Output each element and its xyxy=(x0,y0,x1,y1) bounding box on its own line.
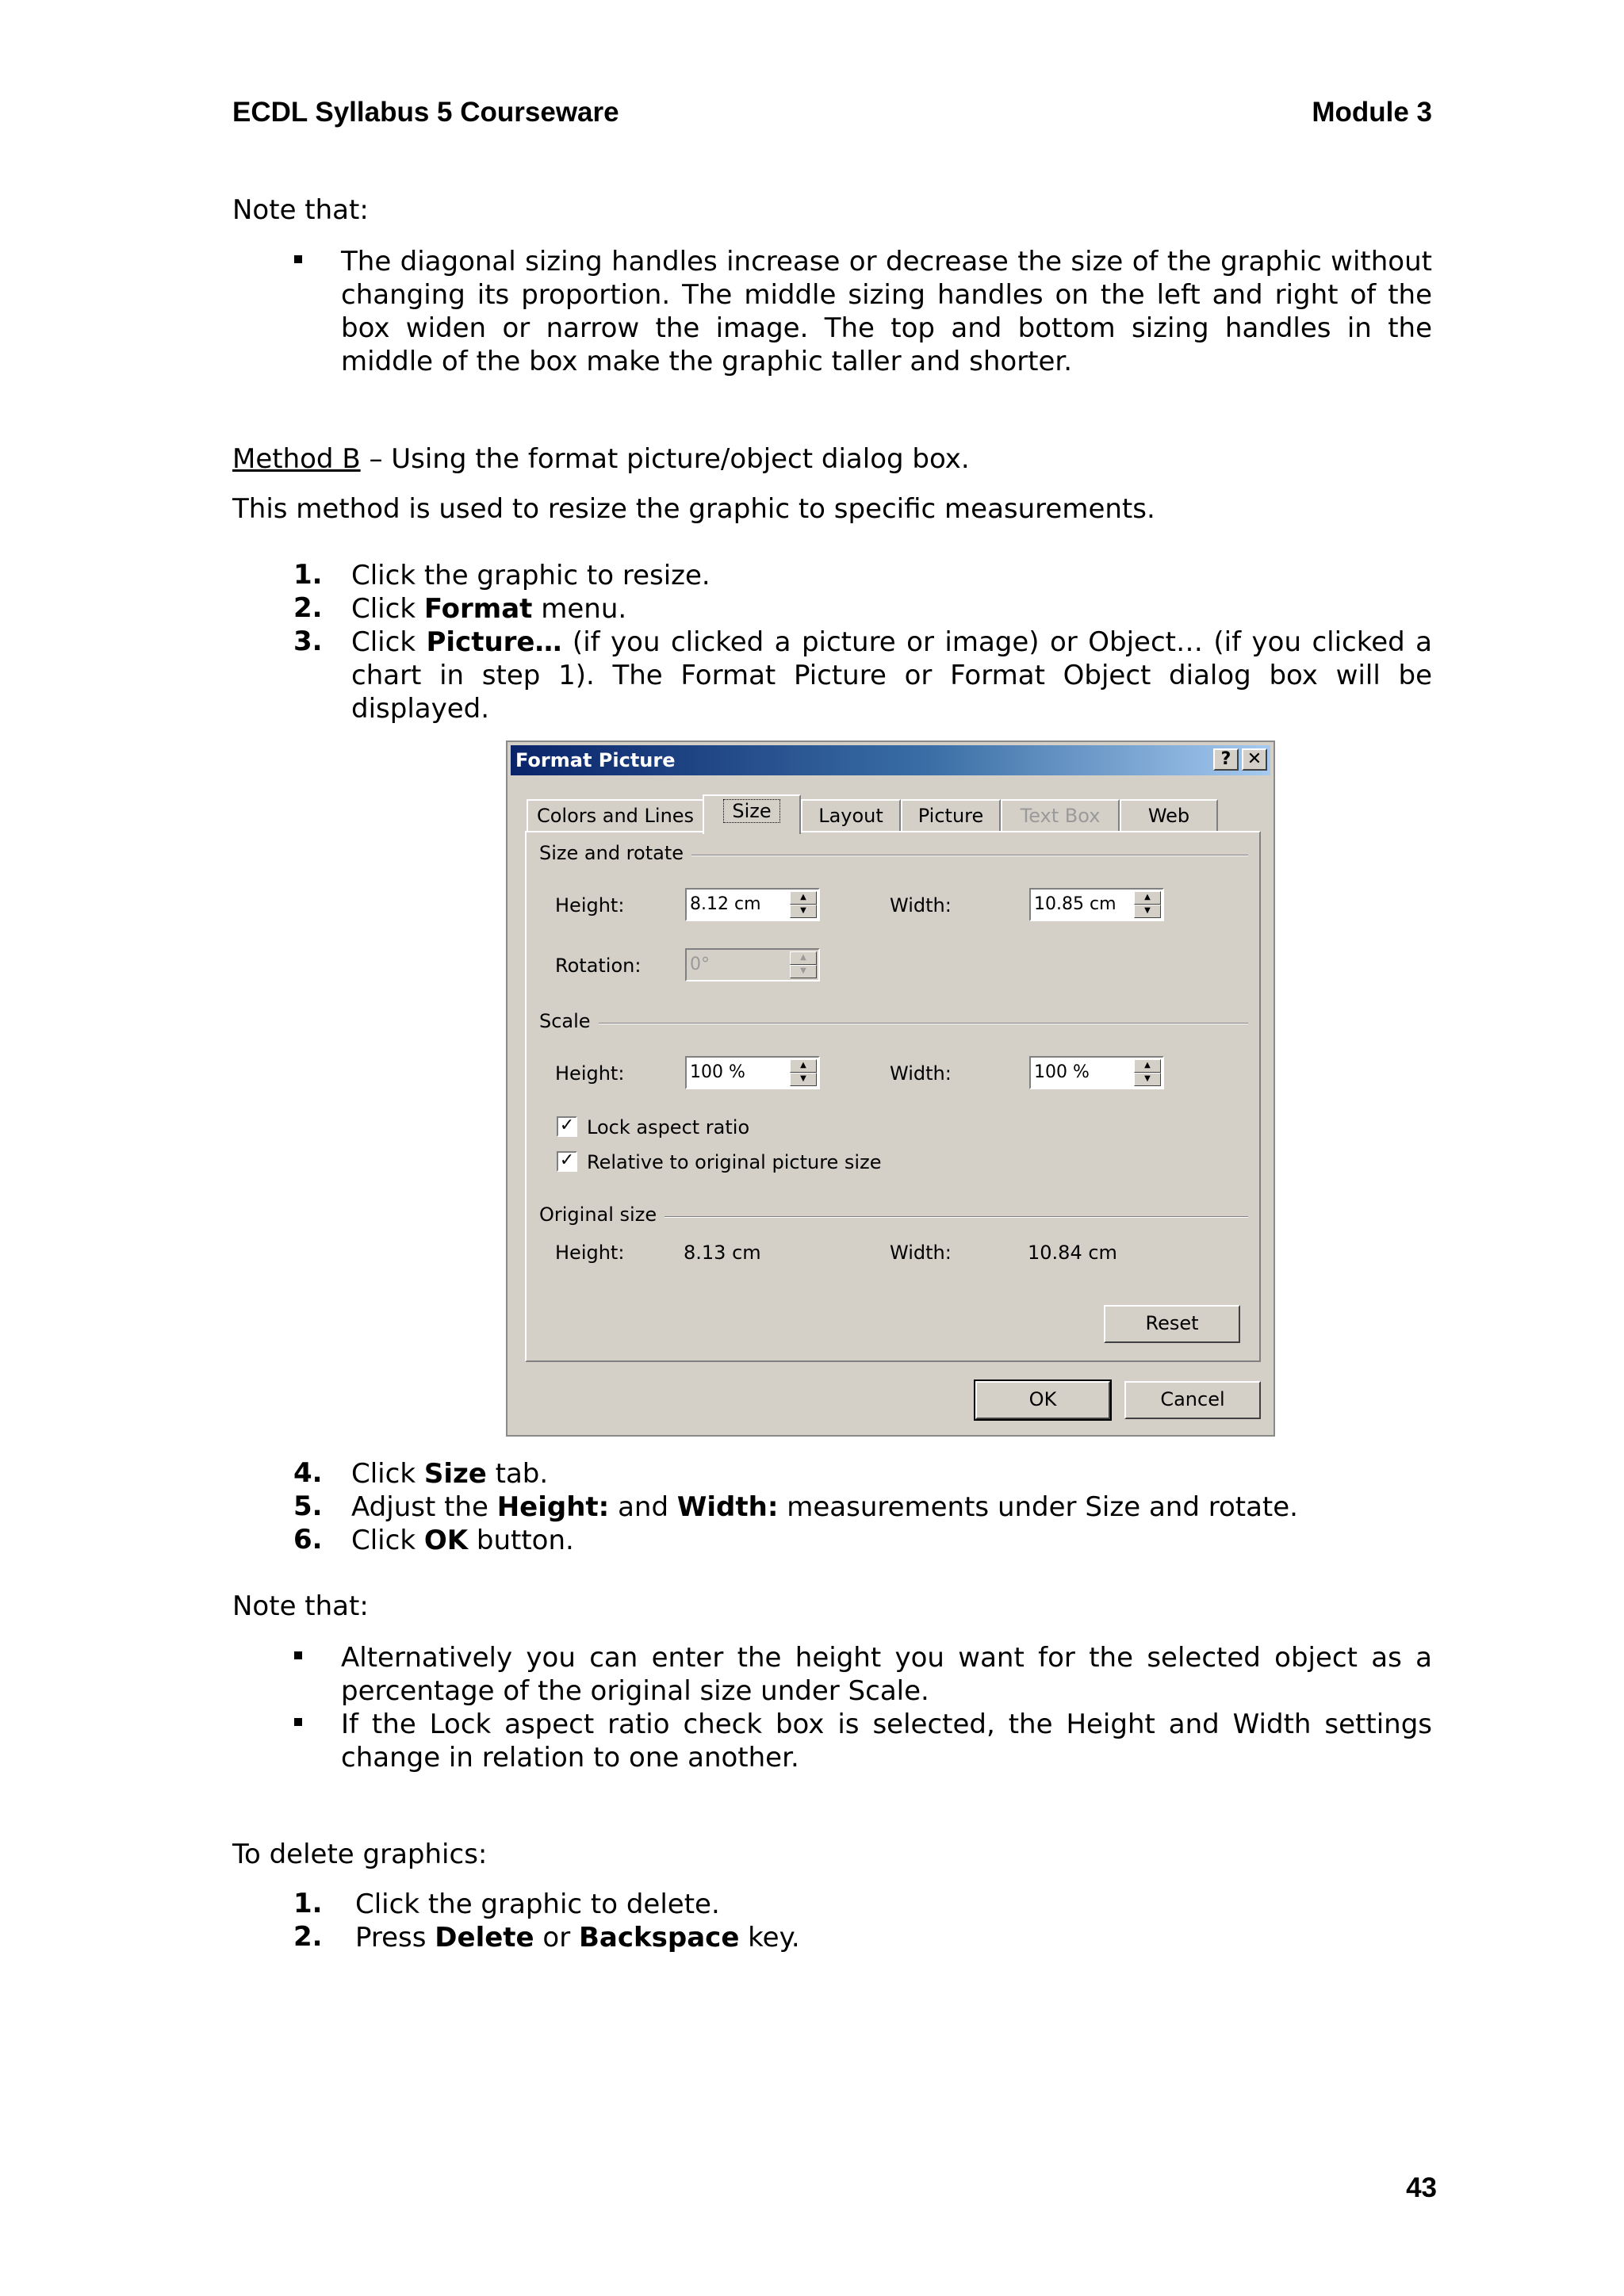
size-rotate-group-title: Size and rotate xyxy=(539,842,691,864)
step-number: 4. xyxy=(293,1457,323,1489)
width-value: 10.85 cm xyxy=(1034,894,1116,914)
dialog-title: Format Picture xyxy=(515,749,676,771)
rotation-spin-buttons xyxy=(790,951,817,978)
tab-text-box[interactable]: Text Box xyxy=(1001,799,1120,832)
cancel-button[interactable]: Cancel xyxy=(1124,1381,1261,1419)
step-text-bold: Picture… xyxy=(426,626,562,658)
step-number: 6. xyxy=(293,1524,323,1556)
step-text-part: (if you clicked a picture or image) or Object… (if you clicked a chart in step 1). The Format Picture or Format Object dialog box will be displayed. xyxy=(351,626,1432,725)
scale-width-spin-buttons xyxy=(1134,1059,1161,1086)
note-bullet: The diagonal sizing handles increase or decrease the size of the graphic without changing its proportion. The middle sizing handles on the left and right of the box widen or narrow the image. The top and bottom sizing handles in the middle of the box make the graphic taller and shorter. xyxy=(341,246,1432,377)
spin-down-icon[interactable]: ▼ xyxy=(1134,1073,1161,1086)
method-b-title: Method B xyxy=(232,443,361,475)
page-number: 43 xyxy=(1406,2172,1437,2203)
reset-button[interactable]: Reset xyxy=(1104,1305,1240,1343)
scale-width-spinner[interactable] xyxy=(1029,1056,1164,1089)
width-spin-buttons xyxy=(1134,891,1161,918)
original-height-value: 8.13 cm xyxy=(684,1242,761,1264)
height-spinner[interactable] xyxy=(685,888,820,921)
size-tab-panel xyxy=(525,831,1261,1362)
step-text xyxy=(351,559,710,592)
scale-height-label: Height: xyxy=(555,1062,625,1085)
method-b-heading xyxy=(232,442,970,476)
step-text xyxy=(351,1490,1298,1524)
step-text-bold: Delete xyxy=(435,1922,534,1954)
original-height-label: Height: xyxy=(555,1242,625,1264)
header-left: ECDL Syllabus 5 Courseware xyxy=(232,97,619,128)
spin-down-icon[interactable]: ▼ xyxy=(790,905,817,918)
tab-size-label: Size xyxy=(723,799,779,823)
scale-height-spin-buttons xyxy=(790,1059,817,1086)
step-number: 2. xyxy=(293,1921,323,1953)
step-text-bold: Width: xyxy=(676,1491,779,1523)
step-text-bold: OK xyxy=(423,1525,469,1556)
relative-size-label: Relative to original picture size xyxy=(587,1151,882,1173)
step-text-part: and xyxy=(609,1491,677,1523)
height-label: Height: xyxy=(555,894,625,916)
step-text xyxy=(351,592,626,626)
step-text-part: Click the graphic to resize. xyxy=(351,560,710,591)
step-text xyxy=(351,1457,548,1490)
step-text-part: Adjust the xyxy=(351,1491,497,1523)
spin-down-icon[interactable]: ▼ xyxy=(790,1073,817,1086)
step-text-part: tab. xyxy=(486,1458,549,1490)
step-text-part: Click xyxy=(351,1525,424,1556)
step-text-part: measurements under Size and rotate. xyxy=(778,1491,1298,1523)
step-text-part: Click xyxy=(351,593,424,625)
bullet-marker xyxy=(294,1718,302,1726)
step-number: 2. xyxy=(293,592,323,624)
format-picture-dialog xyxy=(506,740,1275,1437)
step-text-part: Click xyxy=(351,626,427,658)
bullet-marker xyxy=(294,1651,302,1659)
step-text xyxy=(351,1524,574,1557)
original-width-value: 10.84 cm xyxy=(1028,1242,1117,1264)
tab-size[interactable] xyxy=(703,794,801,834)
tab-colors-and-lines[interactable]: Colors and Lines xyxy=(527,799,704,832)
step-text-bold: Backspace xyxy=(579,1922,740,1954)
method-b-rest: – Using the format picture/object dialog box. xyxy=(360,443,970,475)
step-text-bold: Size xyxy=(423,1458,487,1490)
step-text-part: Click xyxy=(351,1458,424,1490)
original-size-group-title: Original size xyxy=(539,1203,665,1226)
step-text-part: key. xyxy=(739,1922,800,1954)
close-icon[interactable]: ✕ xyxy=(1242,748,1267,771)
scale-group-title: Scale xyxy=(539,1010,599,1032)
dialog-titlebar xyxy=(511,745,1270,775)
original-width-label: Width: xyxy=(890,1242,952,1264)
tab-layout[interactable]: Layout xyxy=(801,799,901,832)
height-value: 8.12 cm xyxy=(690,894,761,914)
header-right: Module 3 xyxy=(1312,97,1432,128)
step-text-part: button. xyxy=(468,1525,574,1556)
group-divider xyxy=(598,1023,1248,1024)
relative-size-checkbox[interactable]: ✓ xyxy=(557,1151,577,1172)
spin-up-icon[interactable]: ▲ xyxy=(1134,1059,1161,1073)
step-text-part: menu. xyxy=(532,593,627,625)
step-number: 3. xyxy=(293,626,323,657)
note-label: Note that: xyxy=(232,194,369,226)
spin-up-icon[interactable]: ▲ xyxy=(790,891,817,905)
scale-height-value: 100 % xyxy=(690,1062,745,1082)
rotation-spinner[interactable] xyxy=(685,948,820,982)
tab-web[interactable]: Web xyxy=(1120,799,1218,832)
note-label: Note that: xyxy=(232,1590,369,1622)
scale-width-value: 100 % xyxy=(1034,1062,1090,1082)
step-text-part: Press xyxy=(355,1922,435,1954)
step-text-part: or xyxy=(534,1922,580,1954)
step-text-bold: Height: xyxy=(496,1491,610,1523)
bullet-marker xyxy=(294,255,302,263)
spin-down-icon[interactable]: ▼ xyxy=(1134,905,1161,918)
height-spin-buttons xyxy=(790,891,817,918)
delete-label: To delete graphics: xyxy=(232,1839,488,1870)
scale-height-spinner[interactable] xyxy=(685,1056,820,1089)
spin-up-icon[interactable]: ▲ xyxy=(790,1059,817,1073)
tab-picture[interactable]: Picture xyxy=(901,799,1001,832)
method-b-intro: This method is used to resize the graphic to specific measurements. xyxy=(232,493,1155,525)
width-label: Width: xyxy=(890,894,952,916)
spin-up-icon[interactable]: ▲ xyxy=(790,951,817,965)
step-number: 1. xyxy=(293,1888,323,1919)
note-bullet: If the Lock aspect ratio check box is selected, the Height and Width settings change in relation to one another. xyxy=(341,1709,1432,1774)
scale-width-label: Width: xyxy=(890,1062,952,1085)
step-text xyxy=(351,626,1432,725)
ok-button[interactable]: OK xyxy=(975,1381,1110,1419)
lock-aspect-checkbox[interactable]: ✓ xyxy=(557,1116,577,1137)
note-bullet: Alternatively you can enter the height you want for the selected object as a percentage of the original size under Scale. xyxy=(341,1642,1432,1707)
rotation-label: Rotation: xyxy=(555,955,642,977)
group-divider xyxy=(685,855,1248,856)
help-button[interactable]: ? xyxy=(1213,748,1239,771)
step-number: 1. xyxy=(293,559,323,591)
step-text-part: Click the graphic to delete. xyxy=(355,1888,720,1920)
step-text xyxy=(355,1888,720,1921)
spin-up-icon[interactable]: ▲ xyxy=(1134,891,1161,905)
lock-aspect-label: Lock aspect ratio xyxy=(587,1116,750,1138)
group-divider xyxy=(653,1216,1248,1218)
width-spinner[interactable] xyxy=(1029,888,1164,921)
step-text-bold: Format xyxy=(423,593,533,625)
step-number: 5. xyxy=(293,1490,323,1522)
step-text xyxy=(355,1921,800,1954)
rotation-value: 0° xyxy=(690,955,710,974)
spin-down-icon[interactable]: ▼ xyxy=(790,965,817,978)
